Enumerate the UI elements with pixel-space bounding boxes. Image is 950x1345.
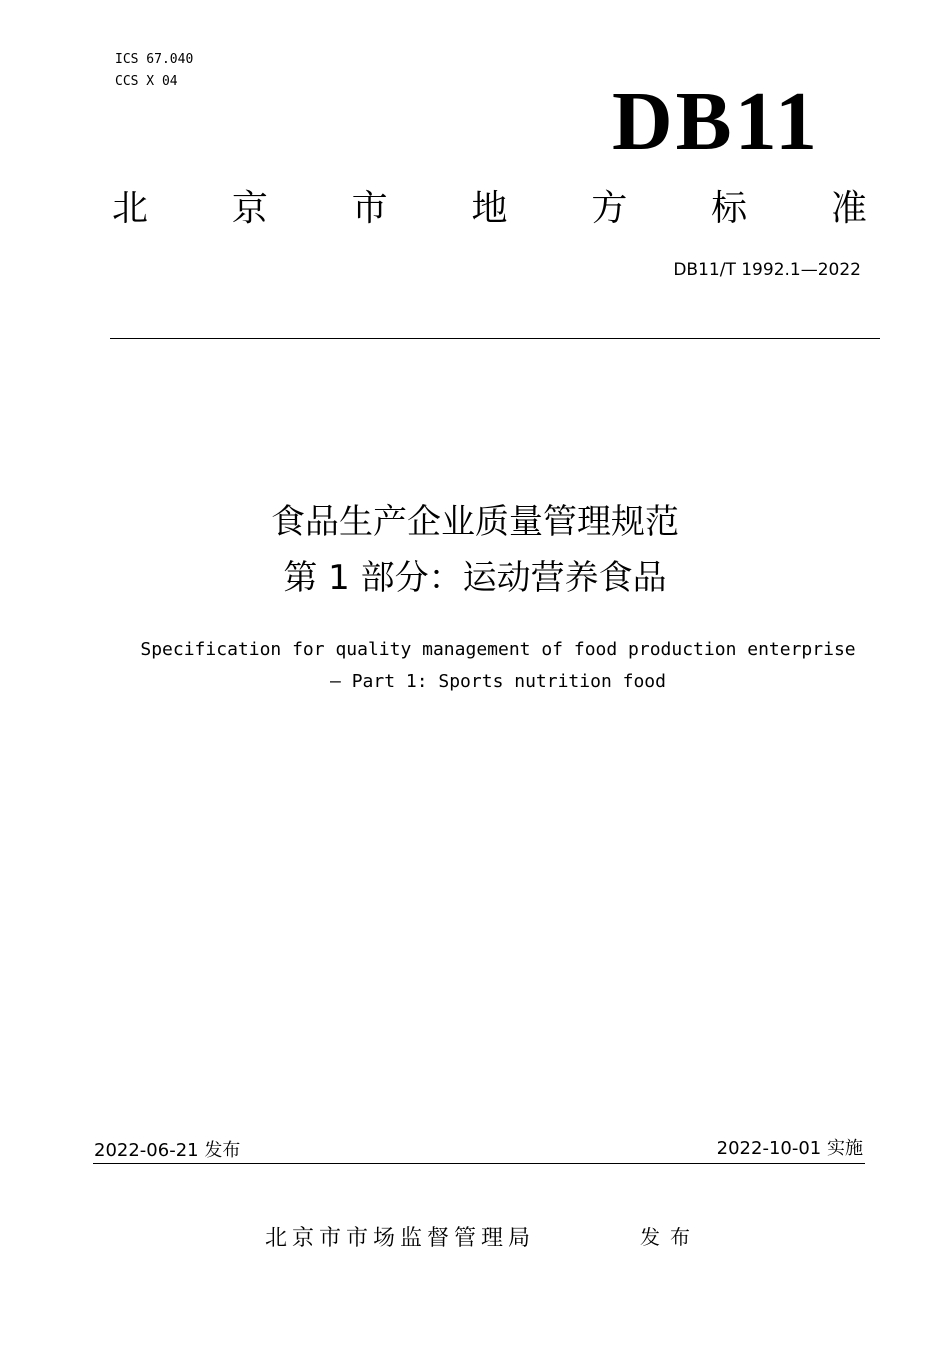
issue-label: 发布: [640, 1225, 700, 1249]
standard-type-char: 方: [591, 188, 628, 229]
standard-type-char: 京: [231, 188, 268, 229]
ccs-code: CCS X 04: [115, 74, 178, 89]
header-divider: [110, 338, 880, 339]
ics-code: ICS 67.040: [115, 52, 194, 67]
issuing-authority: 北京市市场监督管理局: [265, 1226, 536, 1251]
classification-codes: [115, 49, 193, 93]
implementation-date: 2022-10-01 实施: [716, 1138, 863, 1159]
issue-date: 2022-06-21 发布: [94, 1140, 241, 1161]
title-en-line2: — Part 1: Sports nutrition food: [330, 671, 666, 692]
title-en-line1: Specification for quality management of food production enterprise: [140, 639, 856, 660]
standard-type-char: 标: [711, 188, 748, 229]
title-zh-line1: 食品生产企业质量管理规范: [271, 502, 679, 542]
standard-type: [112, 186, 867, 232]
standard-type-char: 准: [830, 188, 867, 229]
standard-type-char: 市: [351, 188, 388, 229]
standard-number: DB11/T 1992.1—2022: [673, 260, 861, 280]
standard-type-char: 地: [471, 188, 508, 229]
db11-logo: DB11: [612, 75, 821, 168]
title-zh-line2: 第 1 部分：运动营养食品: [283, 558, 667, 598]
footer-divider: [93, 1163, 865, 1164]
standard-type-char: 北: [112, 188, 149, 229]
